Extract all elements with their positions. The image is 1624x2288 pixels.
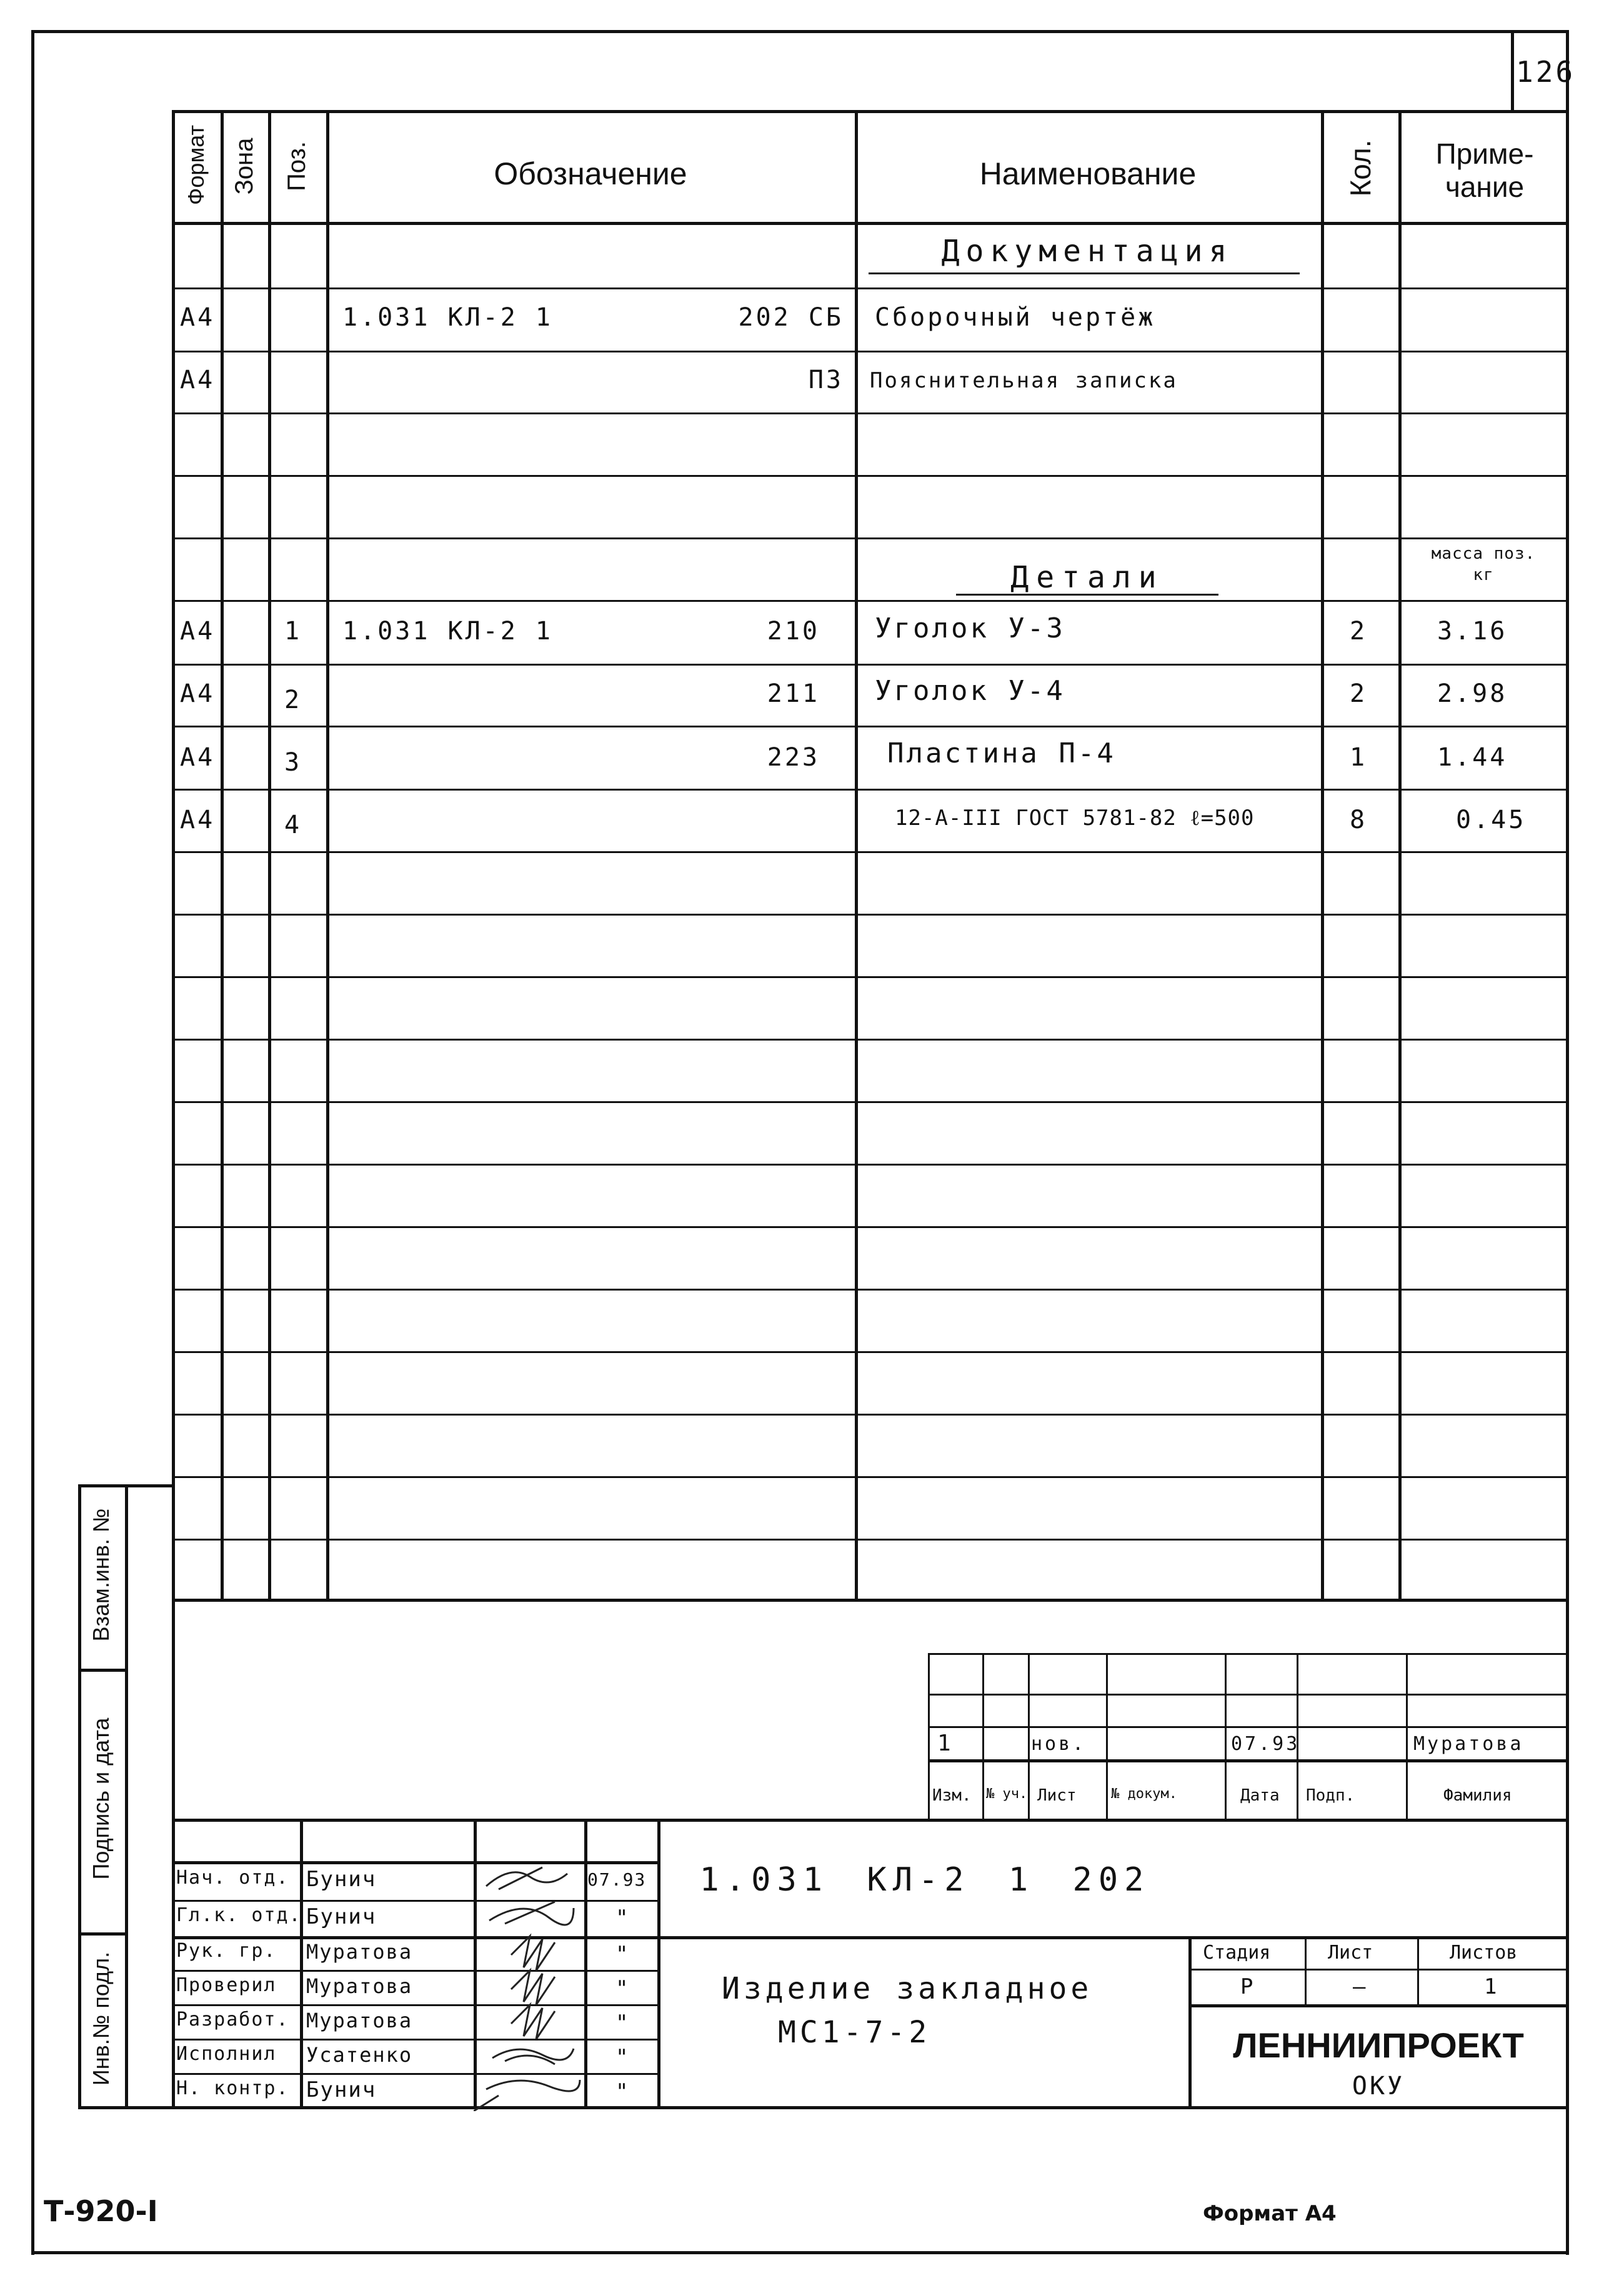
tb-date: " <box>615 1976 630 2001</box>
tb-role: Нач. отд. <box>176 1867 289 1889</box>
revision-surname: Муратова <box>1413 1733 1524 1755</box>
row-line <box>172 287 1568 289</box>
tb-row <box>172 2039 659 2041</box>
col-line-name <box>1321 110 1324 1599</box>
table-cell-format: А4 <box>180 679 216 708</box>
row-line <box>172 1539 1568 1541</box>
header-pos: Поз. <box>283 141 311 191</box>
tb-sheet: – <box>1353 1974 1367 1999</box>
signature-7 <box>474 2080 580 2111</box>
side-stamp-right <box>125 1484 128 2109</box>
table-cell-pos: 1 <box>284 617 302 646</box>
table-cell-designation-suffix: ПЗ <box>808 366 844 394</box>
table-cell-name: 12-А-III ГОСТ 5781-82 ℓ=500 <box>895 806 1255 831</box>
tb-person: Усатенко <box>306 2043 413 2067</box>
table-cell-designation-suffix: 223 <box>767 743 820 772</box>
tb-dept: ОКУ <box>1352 2072 1405 2101</box>
revision-col <box>982 1653 984 1819</box>
row-line <box>172 1476 1568 1478</box>
tb-role: Разработ. <box>176 2009 289 2031</box>
tb-date: " <box>615 1906 630 1931</box>
tb-row <box>1188 2004 1568 2007</box>
section-documentation-underline <box>869 272 1300 274</box>
tb-sheets: 1 <box>1484 1974 1498 1999</box>
signatures <box>474 1861 584 2111</box>
tb-row <box>172 1861 659 1864</box>
tb-date: 07.93 <box>587 1869 647 1890</box>
tb-row <box>172 1936 1568 1939</box>
tb-date: " <box>615 2045 630 2070</box>
tb-date: " <box>615 1942 630 1967</box>
revision-date: 07.93 <box>1231 1733 1300 1755</box>
footer-format: Формат А4 <box>1203 2201 1337 2226</box>
table-cell-format: А4 <box>180 617 216 646</box>
tb-sheet-label: Лист <box>1328 1942 1373 1964</box>
tb-row <box>172 2073 659 2075</box>
table-cell-format: А4 <box>180 806 216 834</box>
table-cell-note: 2.98 <box>1437 679 1508 708</box>
row-line <box>172 726 1568 727</box>
tb-person: Бунич <box>306 1867 377 1892</box>
stamp-inv-replace: Взам.инв. № <box>88 1508 114 1642</box>
signature-3 <box>511 1936 555 1971</box>
tb-date: " <box>615 2011 630 2036</box>
revision-col <box>1106 1653 1108 1819</box>
frame-top <box>31 30 1568 33</box>
table-cell-pos: 2 <box>284 686 302 714</box>
table-cell-designation-suffix: 211 <box>767 679 820 708</box>
revision-label-podp: Подп. <box>1306 1786 1355 1805</box>
revision-col <box>1225 1653 1227 1819</box>
tb-org: ЛЕННИИПРОЕКТ <box>1233 2026 1524 2065</box>
revision-label-surname: Фамилия <box>1443 1786 1512 1805</box>
revision-label-izm: Изм. <box>932 1786 972 1805</box>
tb-person: Бунич <box>306 1904 377 1929</box>
table-cell-note: 1.44 <box>1437 743 1508 772</box>
col-line-pos <box>326 110 329 1599</box>
row-line <box>172 351 1568 352</box>
revision-col <box>1406 1653 1408 1819</box>
section-details-underline <box>956 594 1218 596</box>
row-line <box>172 1164 1568 1166</box>
table-cell-designation-suffix: 210 <box>767 617 820 646</box>
revision-label-n-uch: № уч. <box>986 1786 1028 1802</box>
tb-role: Рук. гр. <box>176 1940 277 1962</box>
revision-sheet: нов. <box>1031 1733 1087 1755</box>
title-block-top <box>172 1819 1568 1822</box>
tb-person: Муратова <box>306 1940 413 1964</box>
tb-role: Н. контр. <box>176 2077 289 2099</box>
frame-right <box>1566 30 1569 2255</box>
table-cell-format: А4 <box>180 743 216 772</box>
row-line <box>172 1101 1568 1103</box>
signature-6 <box>492 2049 574 2064</box>
tb-title-line1: Изделие закладное <box>722 1971 1093 2006</box>
row-line <box>172 600 1568 602</box>
table-cell-name: Сборочный чертёж <box>875 303 1156 332</box>
table-cell-qty: 8 <box>1350 806 1368 834</box>
row-line <box>172 1039 1568 1041</box>
revision-col <box>1028 1653 1030 1819</box>
table-cell-designation: 1.031 КЛ-2 1 <box>342 617 553 646</box>
row-line <box>172 789 1568 791</box>
header-designation: Обозначение <box>494 156 687 191</box>
row-line <box>172 851 1568 853</box>
signature-2 <box>489 1902 574 1925</box>
table-cell-name: Пластина П-4 <box>887 737 1116 769</box>
row-line <box>172 1351 1568 1353</box>
tb-col-sheet <box>1305 1936 1307 2005</box>
col-line-designation <box>855 110 858 1599</box>
side-stamp-left <box>78 1484 81 2109</box>
signature-5 <box>511 2005 555 2039</box>
table-cell-qty: 2 <box>1350 617 1368 646</box>
revision-label-date: Дата <box>1240 1786 1280 1805</box>
sheet-number-box-left <box>1511 30 1514 111</box>
header-qty: Кол. <box>1344 139 1377 197</box>
signature-1 <box>486 1867 567 1889</box>
row-line <box>172 914 1568 916</box>
header-note: Приме- чание <box>1435 137 1534 203</box>
mass-note: масса поз. кг <box>1431 544 1536 584</box>
tb-date: " <box>615 2079 630 2104</box>
table-cell-note: 0.45 <box>1456 806 1527 834</box>
revision-line-3 <box>928 1726 1568 1728</box>
tb-title-line2: МС1-7-2 <box>778 2015 931 2050</box>
header-format: Формат <box>183 125 209 205</box>
col-line-format <box>221 110 224 1599</box>
stamp-inv-orig: Инв.№ подл. <box>88 1951 114 2086</box>
tb-person: Бунич <box>306 2077 377 2102</box>
table-cell-name: Уголок У-4 <box>875 675 1065 707</box>
table-cell-qty: 1 <box>1350 743 1368 772</box>
tb-sheets-label: Листов <box>1450 1942 1518 1964</box>
table-cell-designation: 1.031 КЛ-2 1 <box>342 303 553 332</box>
row-line <box>172 1289 1568 1291</box>
table-cell-name: Уголок У-3 <box>875 612 1065 644</box>
tb-role: Гл.к. отд. <box>176 1904 302 1926</box>
header-zone: Зона <box>231 137 258 195</box>
tb-stage-label: Стадия <box>1203 1942 1271 1964</box>
table-bottom <box>172 1599 1568 1602</box>
tb-col-sheets <box>1417 1936 1419 2005</box>
signature-4 <box>511 1971 555 2005</box>
table-cell-format: А4 <box>180 366 216 394</box>
table-cell-pos: 4 <box>284 811 302 839</box>
revision-label-list: Лист <box>1037 1786 1077 1805</box>
tb-role: Проверил <box>176 1974 277 1996</box>
col-line-qty <box>1398 110 1402 1599</box>
header-name: Наименование <box>979 156 1197 191</box>
tb-row <box>172 2004 659 2006</box>
row-line <box>172 412 1568 414</box>
revision-change: 1 <box>937 1731 954 1756</box>
row-line <box>172 1226 1568 1228</box>
stamp-sign-date: Подпись и дата <box>88 1717 114 1880</box>
tb-row <box>172 1900 659 1902</box>
row-line <box>172 1414 1568 1416</box>
sheet-number: 126 <box>1516 55 1576 89</box>
tb-row <box>1188 1969 1568 1971</box>
revision-line-2 <box>928 1694 1568 1696</box>
revision-line-1 <box>928 1653 1568 1655</box>
frame-bottom <box>31 2251 1568 2254</box>
row-line <box>172 664 1568 666</box>
tb-designation: 1.031 КЛ-2 1 202 <box>699 1861 1150 1899</box>
row-line <box>172 475 1568 477</box>
tb-person: Муратова <box>306 2009 413 2032</box>
section-details: Детали <box>1010 560 1164 595</box>
table-cell-pos: 3 <box>284 748 302 777</box>
frame-left <box>31 30 34 2255</box>
tb-person: Муратова <box>306 1974 413 1998</box>
section-documentation: Документация <box>941 234 1233 269</box>
side-stamp-sep1 <box>78 1669 125 1672</box>
footer-code: Т-920-I <box>44 2194 158 2228</box>
revision-line-4 <box>928 1759 1568 1762</box>
tb-role: Исполнил <box>176 2043 277 2065</box>
row-line <box>172 976 1568 978</box>
tb-row <box>172 1970 659 1972</box>
revision-col <box>928 1653 930 1819</box>
table-cell-qty: 2 <box>1350 679 1368 708</box>
col-line-left <box>172 110 175 2108</box>
revision-label-n-dok: № докум. <box>1111 1786 1177 1802</box>
tb-stage: Р <box>1240 1974 1255 1999</box>
table-cell-designation-suffix: 202 СБ <box>738 303 844 332</box>
row-line <box>172 537 1568 539</box>
table-cell-format: А4 <box>180 303 216 332</box>
table-cell-name: Пояснительная записка <box>870 368 1178 393</box>
col-line-zone <box>268 110 271 1599</box>
table-cell-note: 3.16 <box>1437 617 1508 646</box>
